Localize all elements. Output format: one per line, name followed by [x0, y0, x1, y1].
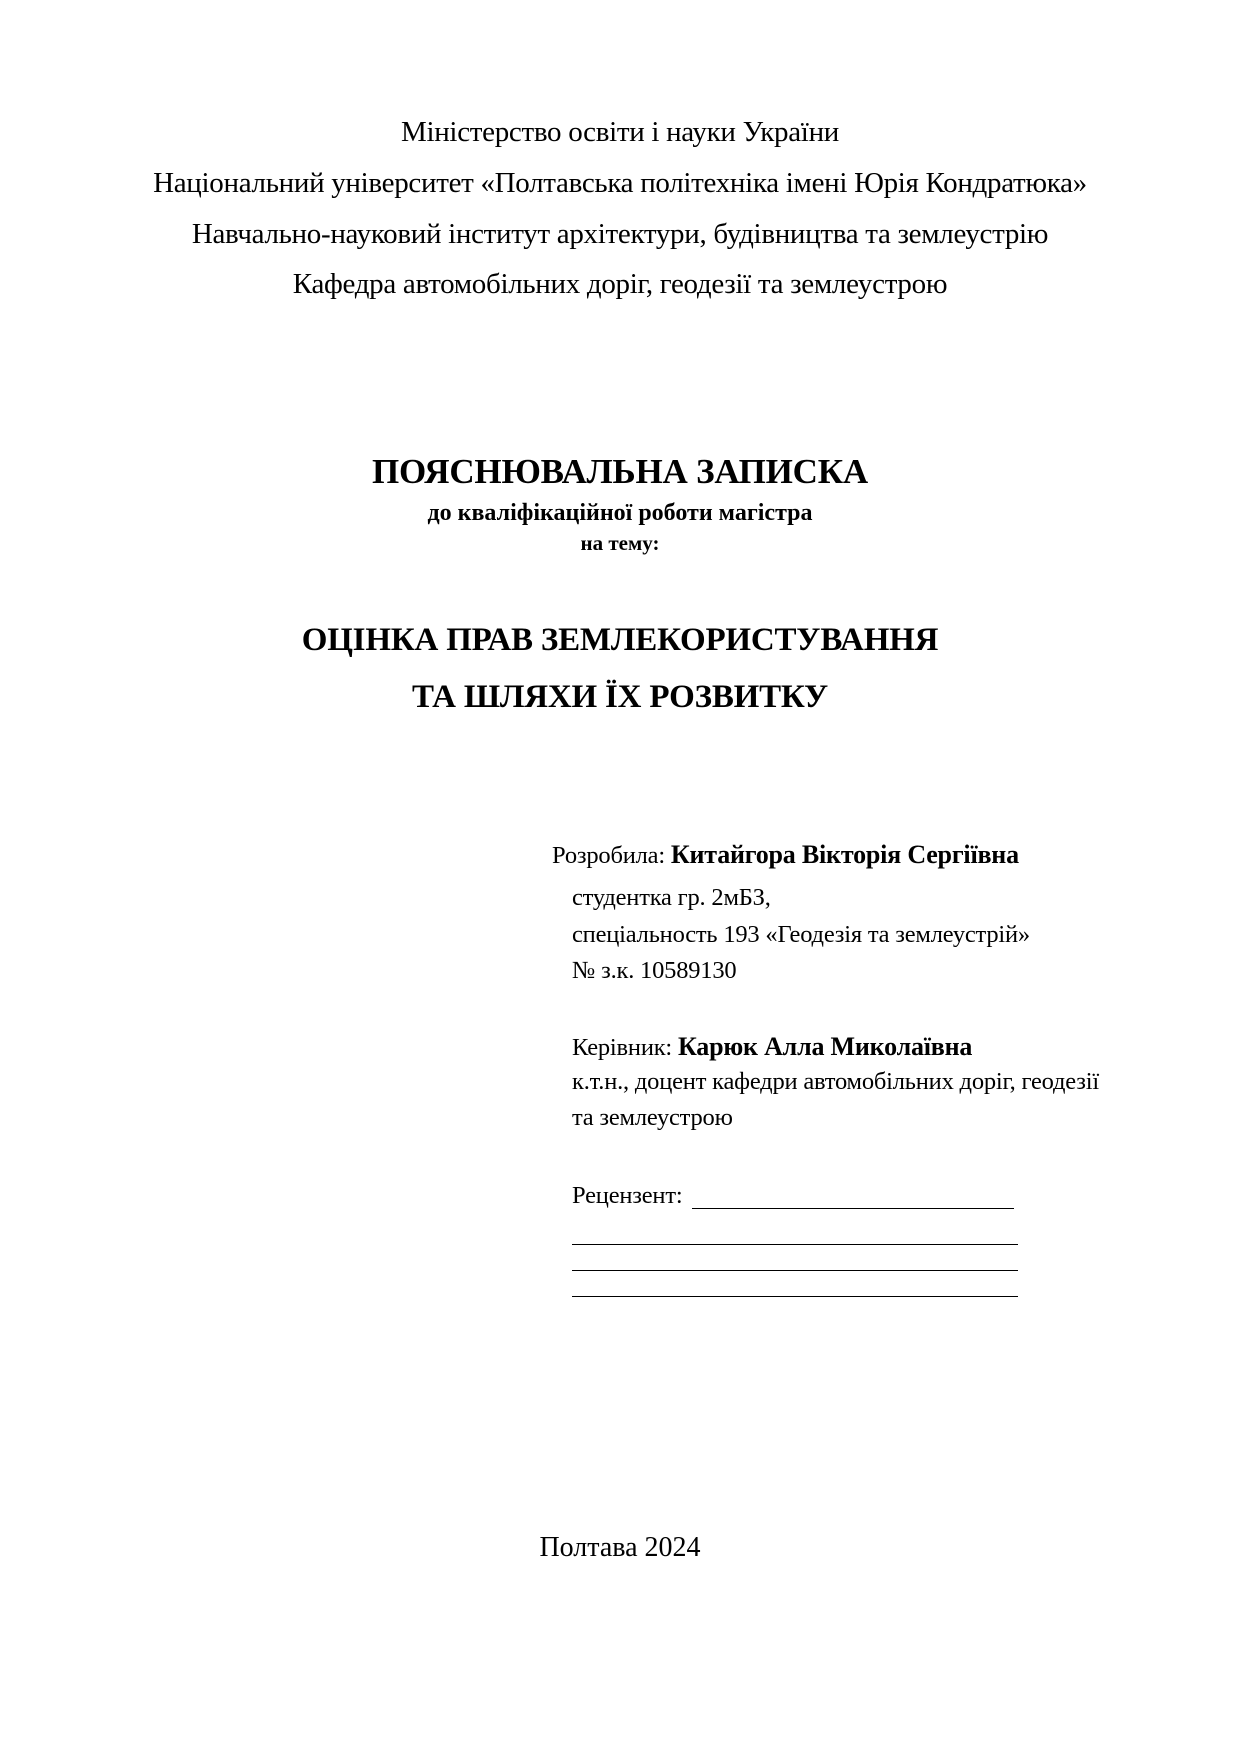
- document-subtitle: до кваліфікаційної роботи магістра: [427, 500, 813, 526]
- supervisor-line: [572, 1032, 972, 1062]
- department-line: Кафедра автомобільних доріг, геодезії та землеустрою: [292, 268, 948, 300]
- topic-line-1: ОЦІНКА ПРАВ ЗЕМЛЕКОРИСТУВАННЯ: [301, 622, 939, 658]
- reviewer-line: [572, 1182, 682, 1210]
- author-label: Розробила:: [552, 842, 665, 869]
- reviewer-blank-line-3: [572, 1296, 1018, 1297]
- ministry-line: Міністерство освіти і науки України: [400, 116, 840, 148]
- topic-line-2: ТА ШЛЯХИ ЇХ РОЗВИТКУ: [411, 679, 828, 715]
- author-line: [552, 840, 1019, 870]
- reviewer-blank-line-1: [572, 1244, 1018, 1245]
- reviewer-label: Рецензент:: [572, 1182, 683, 1209]
- supervisor-name: Карюк Алла Миколаївна: [677, 1032, 973, 1061]
- document-subtitle-topic-label: на тему:: [580, 531, 660, 555]
- institute-line: Навчально-науковий інститут архітектури, будівництва та землеустрію: [191, 218, 1049, 250]
- city-year: Полтава 2024: [539, 1532, 701, 1563]
- supervisor-label: Керівник:: [572, 1034, 673, 1061]
- university-line: Національний університет «Полтавська політехніка імені Юрія Кондратюка»: [153, 167, 1087, 199]
- supervisor-position-1: к.т.н., доцент кафедри автомобільних доріг, геодезії: [572, 1068, 1099, 1095]
- reviewer-blank-line-2: [572, 1270, 1018, 1271]
- author-specialty: спеціальность 193 «Геодезія та землеустрій»: [572, 921, 1030, 948]
- author-record-book: № з.к. 10589130: [572, 957, 737, 984]
- document-title: ПОЯСНЮВАЛЬНА ЗАПИСКА: [371, 452, 869, 491]
- supervisor-position-2: та землеустрою: [572, 1104, 733, 1131]
- author-group: студентка гр. 2мБЗ,: [572, 884, 771, 911]
- reviewer-name-blank: [692, 1208, 1014, 1209]
- author-name: Китайгора Вікторія Сергіївна: [670, 840, 1019, 869]
